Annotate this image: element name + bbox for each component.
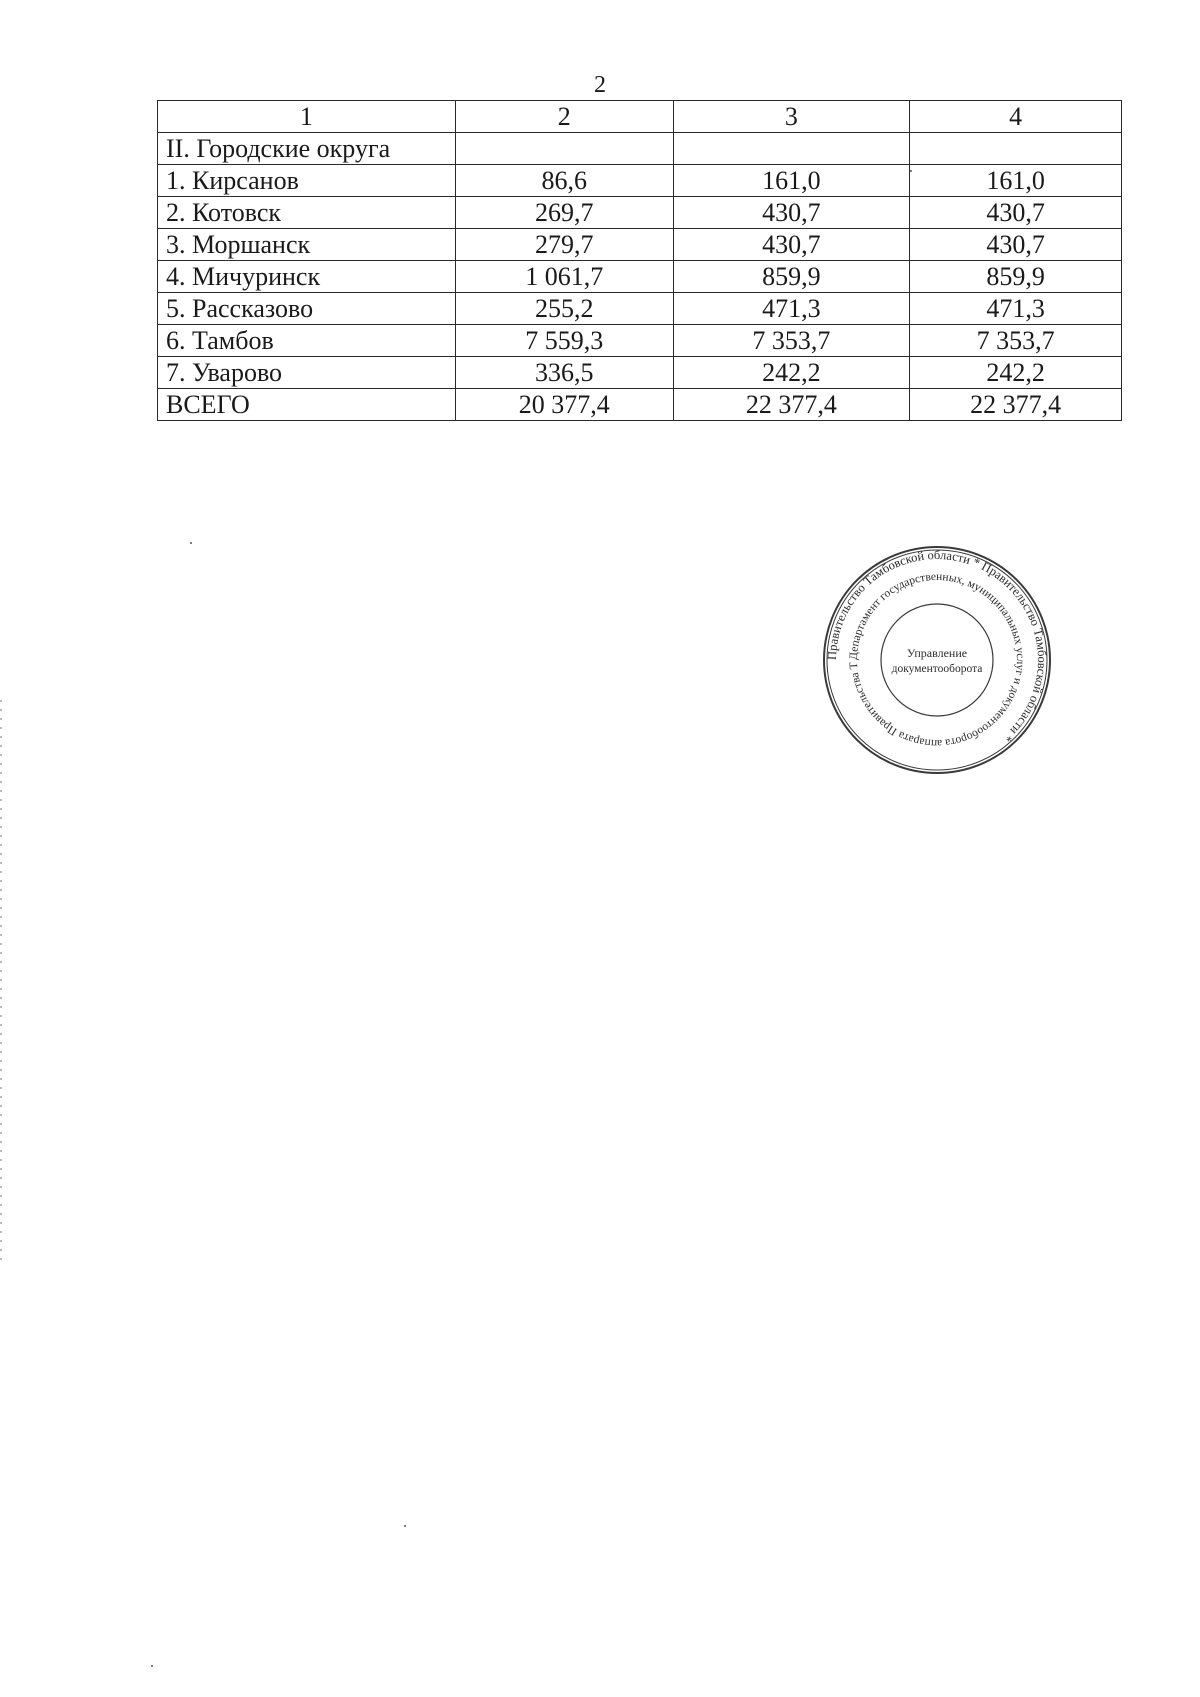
- table-cell: [455, 133, 673, 165]
- table-row: [158, 325, 1122, 357]
- scan-speck: [404, 1525, 406, 1527]
- value-cell: 279,7: [455, 229, 673, 261]
- value-cell: 430,7: [910, 197, 1122, 229]
- section-title: II. Городские округа: [158, 133, 456, 165]
- row-name: 1. Кирсанов: [158, 165, 456, 197]
- value-cell: 859,9: [673, 261, 910, 293]
- scan-edge-noise: [0, 700, 2, 1260]
- scan-speck: [910, 170, 912, 172]
- row-name: 4. Мичуринск: [158, 261, 456, 293]
- value-cell: 255,2: [455, 293, 673, 325]
- data-table: [157, 100, 1122, 421]
- table-row: [158, 165, 1122, 197]
- value-cell: 242,2: [910, 357, 1122, 389]
- total-value: 22 377,4: [673, 389, 910, 421]
- section-row: [158, 133, 1122, 165]
- page-number: 2: [594, 72, 606, 98]
- scan-speck: [190, 542, 192, 544]
- row-name: 7. Уварово: [158, 357, 456, 389]
- total-value: 20 377,4: [455, 389, 673, 421]
- table-cell: [673, 133, 910, 165]
- row-name: 2. Котовск: [158, 197, 456, 229]
- value-cell: 471,3: [673, 293, 910, 325]
- value-cell: 430,7: [910, 229, 1122, 261]
- table-row: [158, 229, 1122, 261]
- stamp-center-line2: документооборота: [891, 663, 983, 675]
- stamp-center-line1: Управление: [906, 646, 968, 660]
- column-header: 3: [673, 101, 910, 133]
- value-cell: 7 559,3: [455, 325, 673, 357]
- row-name: 5. Рассказово: [158, 293, 456, 325]
- table-row: [158, 357, 1122, 389]
- row-name: 3. Моршанск: [158, 229, 456, 261]
- value-cell: 86,6: [455, 165, 673, 197]
- value-cell: 269,7: [455, 197, 673, 229]
- column-header: 4: [910, 101, 1122, 133]
- table-row: [158, 197, 1122, 229]
- value-cell: 7 353,7: [910, 325, 1122, 357]
- table-header-row: [158, 101, 1122, 133]
- table-row: [158, 261, 1122, 293]
- value-cell: 471,3: [910, 293, 1122, 325]
- table-row: [158, 293, 1122, 325]
- value-cell: 161,0: [673, 165, 910, 197]
- total-label: ВСЕГО: [158, 389, 456, 421]
- value-cell: 859,9: [910, 261, 1122, 293]
- column-header: 2: [455, 101, 673, 133]
- stamp-outer-text: Правительство Тамбовской области * Правительство Тамбовской области *: [824, 547, 1050, 745]
- official-stamp: [822, 545, 1052, 775]
- total-row: [158, 389, 1122, 421]
- value-cell: 7 353,7: [673, 325, 910, 357]
- value-cell: 430,7: [673, 229, 910, 261]
- value-cell: 1 061,7: [455, 261, 673, 293]
- value-cell: 336,5: [455, 357, 673, 389]
- stamp-inner-text: Департамент государственных, муниципальных услуг и документооборота аппарата Правительства Т: [847, 570, 1027, 750]
- value-cell: 242,2: [673, 357, 910, 389]
- row-name: 6. Тамбов: [158, 325, 456, 357]
- column-header: 1: [158, 101, 456, 133]
- value-cell: 161,0: [910, 165, 1122, 197]
- scan-speck: [151, 1665, 153, 1667]
- table-cell: [910, 133, 1122, 165]
- total-value: 22 377,4: [910, 389, 1122, 421]
- value-cell: 430,7: [673, 197, 910, 229]
